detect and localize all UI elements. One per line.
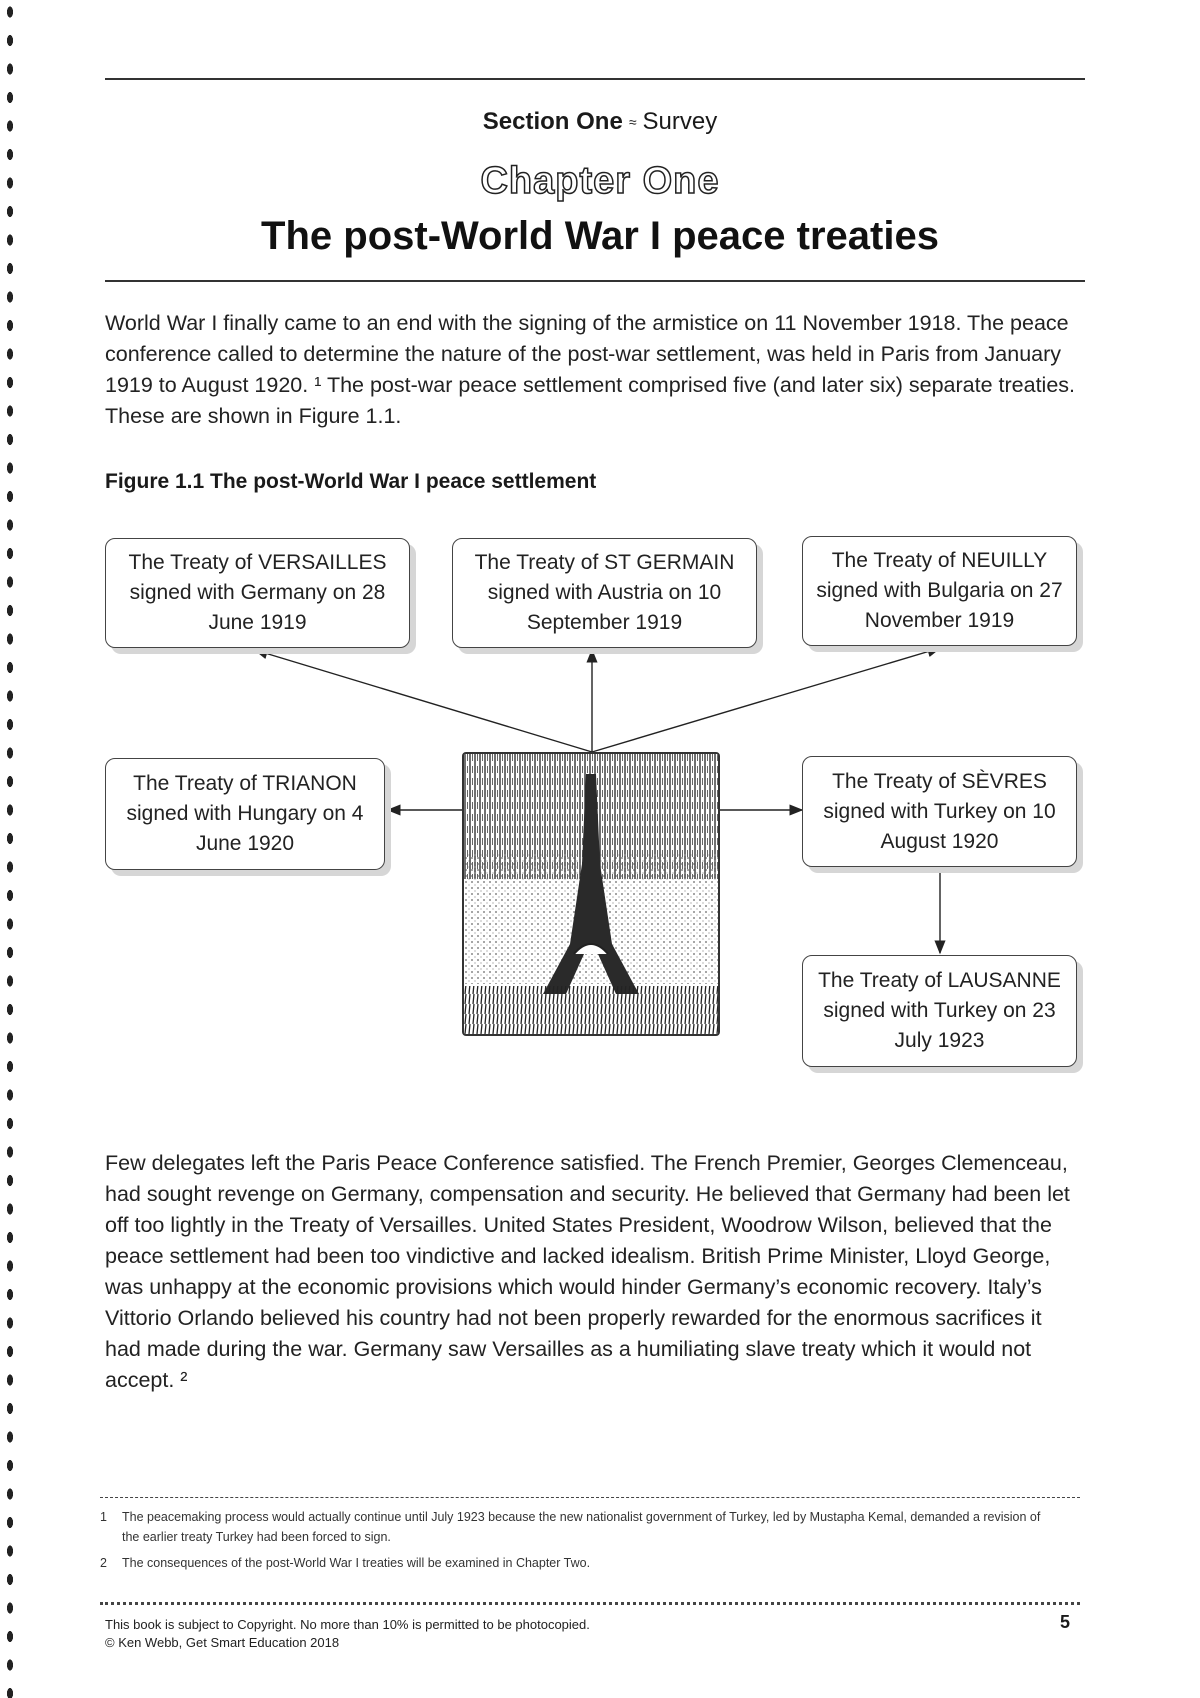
footnote-text: The consequences of the post-World War I treaties will be examined in Chapter Two. [122,1556,591,1570]
section-separator: ≈ [628,114,637,130]
intro-paragraph: World War I finally came to an end with the signing of the armistice on 11 November 1918. The peace conference called to determine the nature of the post-war settlement, was held in Paris from January 1919 to August 1920. ¹ The post-war peace settlement comprised five (and later six) separate treaties. These are shown in Figure 1.1. [105,311,1076,428]
treaty-box-st-germain: The Treaty of ST GERMAIN signed with Austria on 10 September 1919 [452,538,757,648]
footnote-number: 1 [100,1510,107,1524]
page-number: 5 [1060,1612,1071,1632]
section-label: Section One [482,108,623,135]
subsection-label: Survey [642,108,718,135]
copyright-notice: This book is subject to Copyright. No more than 10% is permitted to be photocopied. [105,1617,590,1632]
treaty-box-sevres: The Treaty of SÈVRES signed with Turkey on 10 August 1920 [802,756,1077,867]
treaty-box-lausanne: The Treaty of LAUSANNE signed with Turkey on 23 July 1923 [802,955,1077,1067]
page-title: The post-World War I peace treaties [261,214,939,258]
footnote-number: 2 [100,1556,107,1570]
body-paragraph: Few delegates left the Paris Peace Conference satisfied. The French Premier, Georges Clemenceau, had sought revenge on Germany, compensation and security. He believed that Germany had been let off too lightly in the Treaty of Versailles. United States President, Woodrow Wilson, believed that the peace settlement had been too vindictive and lacked idealism. British Prime Minister, Lloyd George, was unhappy at the economic provisions which would hinder Germany’s economic recovery. Italy’s Vittorio Orlando believed his country had not been properly rewarded for the enormous sacrifices it had made during the war. Germany saw Versailles as a humiliating slave treaty which it would not accept. ² [105,1151,1070,1392]
treaty-box-neuilly: The Treaty of NEUILLY signed with Bulgaria on 27 November 1919 [802,536,1077,646]
footnote-1 [100,1507,1060,1547]
figure-caption: Figure 1.1 The post-World War I peace settlement [105,470,597,493]
chapter-heading: Chapter One [480,160,720,202]
arrow-to-neuilly [592,648,940,752]
author-line: © Ken Webb, Get Smart Education 2018 [105,1635,340,1650]
page-footer [105,1616,590,1652]
footnotes [100,1507,1060,1573]
footnote-2 [100,1553,1060,1573]
treaty-box-trianon: The Treaty of TRIANON signed with Hungary on 4 June 1920 [105,758,385,870]
treaty-box-versailles: The Treaty of VERSAILLES signed with Germany on 28 June 1919 [105,538,410,648]
arrow-to-versailles [255,650,592,752]
eiffel-tower-icon [464,754,718,1034]
footnote-text: The peacemaking process would actually continue until July 1923 because the new nationalist government of Turkey, led by Mustapha Kemal, demanded a revision of the earlier treaty Turkey had been forced to sign. [122,1510,1041,1544]
eiffel-tower-illustration [462,752,720,1036]
footnote-rule [100,1497,1080,1498]
footer-rule [100,1602,1080,1605]
